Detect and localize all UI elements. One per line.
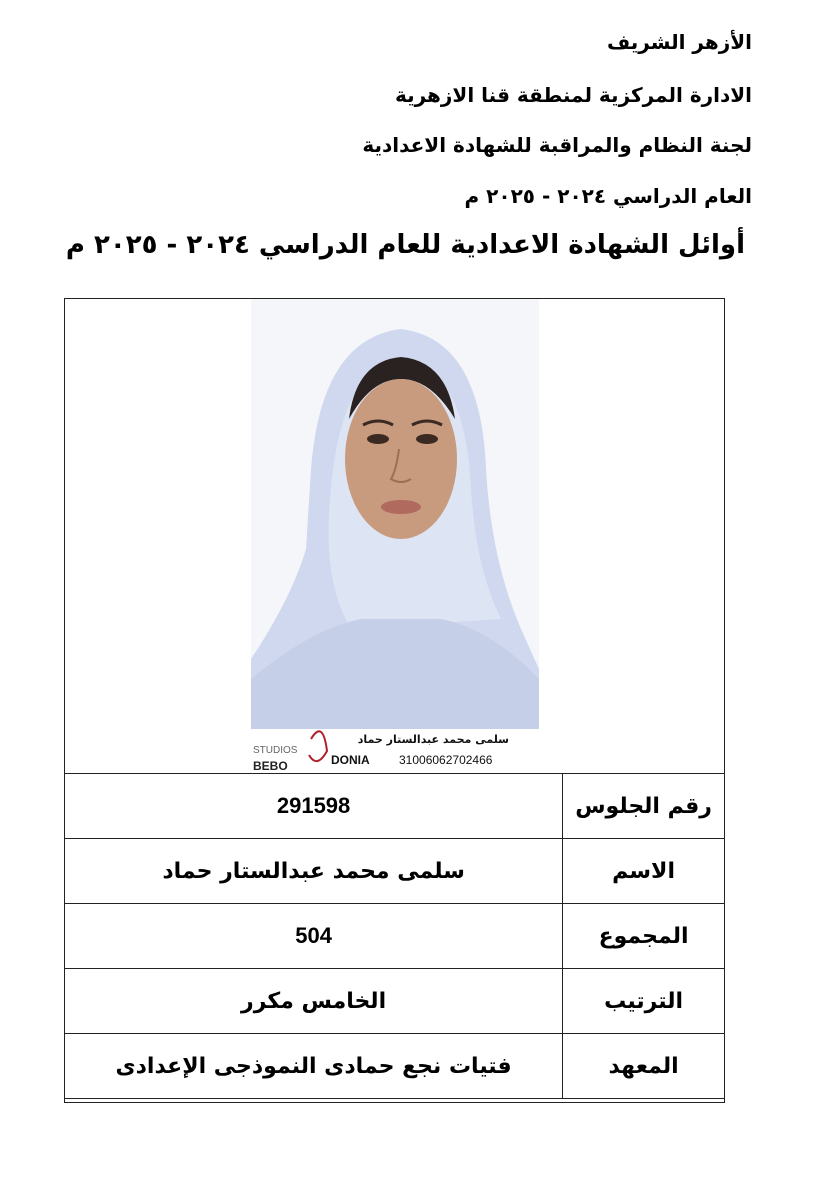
table-row	[65, 904, 725, 969]
academic-year: العام الدراسي ٢٠٢٤ - ٢٠٢٥ م	[464, 184, 752, 208]
student-photo	[251, 299, 539, 773]
rank-value: الخامس مكرر	[65, 969, 563, 1034]
name-value: سلمى محمد عبدالستار حماد	[65, 839, 563, 904]
total-value: 504	[65, 904, 563, 969]
photo-stamp-brand: BEBO	[253, 759, 288, 773]
student-info-table	[64, 773, 725, 1099]
photo-stamp-studio: STUDIOS	[253, 745, 298, 756]
photo-stamp-donia: DONIA	[331, 753, 370, 767]
table-row	[65, 774, 725, 839]
student-card	[64, 298, 725, 1103]
seat-number-value: 291598	[65, 774, 563, 839]
administration-name: الادارة المركزية لمنطقة قنا الازهرية	[394, 83, 752, 107]
rank-label: الترتيب	[563, 969, 725, 1034]
seat-number-label: رقم الجلوس	[563, 774, 725, 839]
table-row	[65, 839, 725, 904]
name-label: الاسم	[563, 839, 725, 904]
total-label: المجموع	[563, 904, 725, 969]
institution-name: الأزهر الشريف	[606, 30, 752, 54]
institute-label: المعهد	[563, 1034, 725, 1099]
table-row	[65, 1034, 725, 1099]
photo-stamp-name: سلمى محمد عبدالستار حماد	[357, 733, 509, 746]
table-row	[65, 969, 725, 1034]
committee-name: لجنة النظام والمراقبة للشهادة الاعدادية	[362, 133, 752, 157]
institute-value: فتيات نجع حمادى النموذجى الإعدادى	[65, 1034, 563, 1099]
photo-stamp-number: 31006062702466	[399, 753, 493, 767]
page-title: أوائل الشهادة الاعدادية للعام الدراسي ٢٠٢٤ - ٢٠٢٥ م	[65, 230, 745, 260]
